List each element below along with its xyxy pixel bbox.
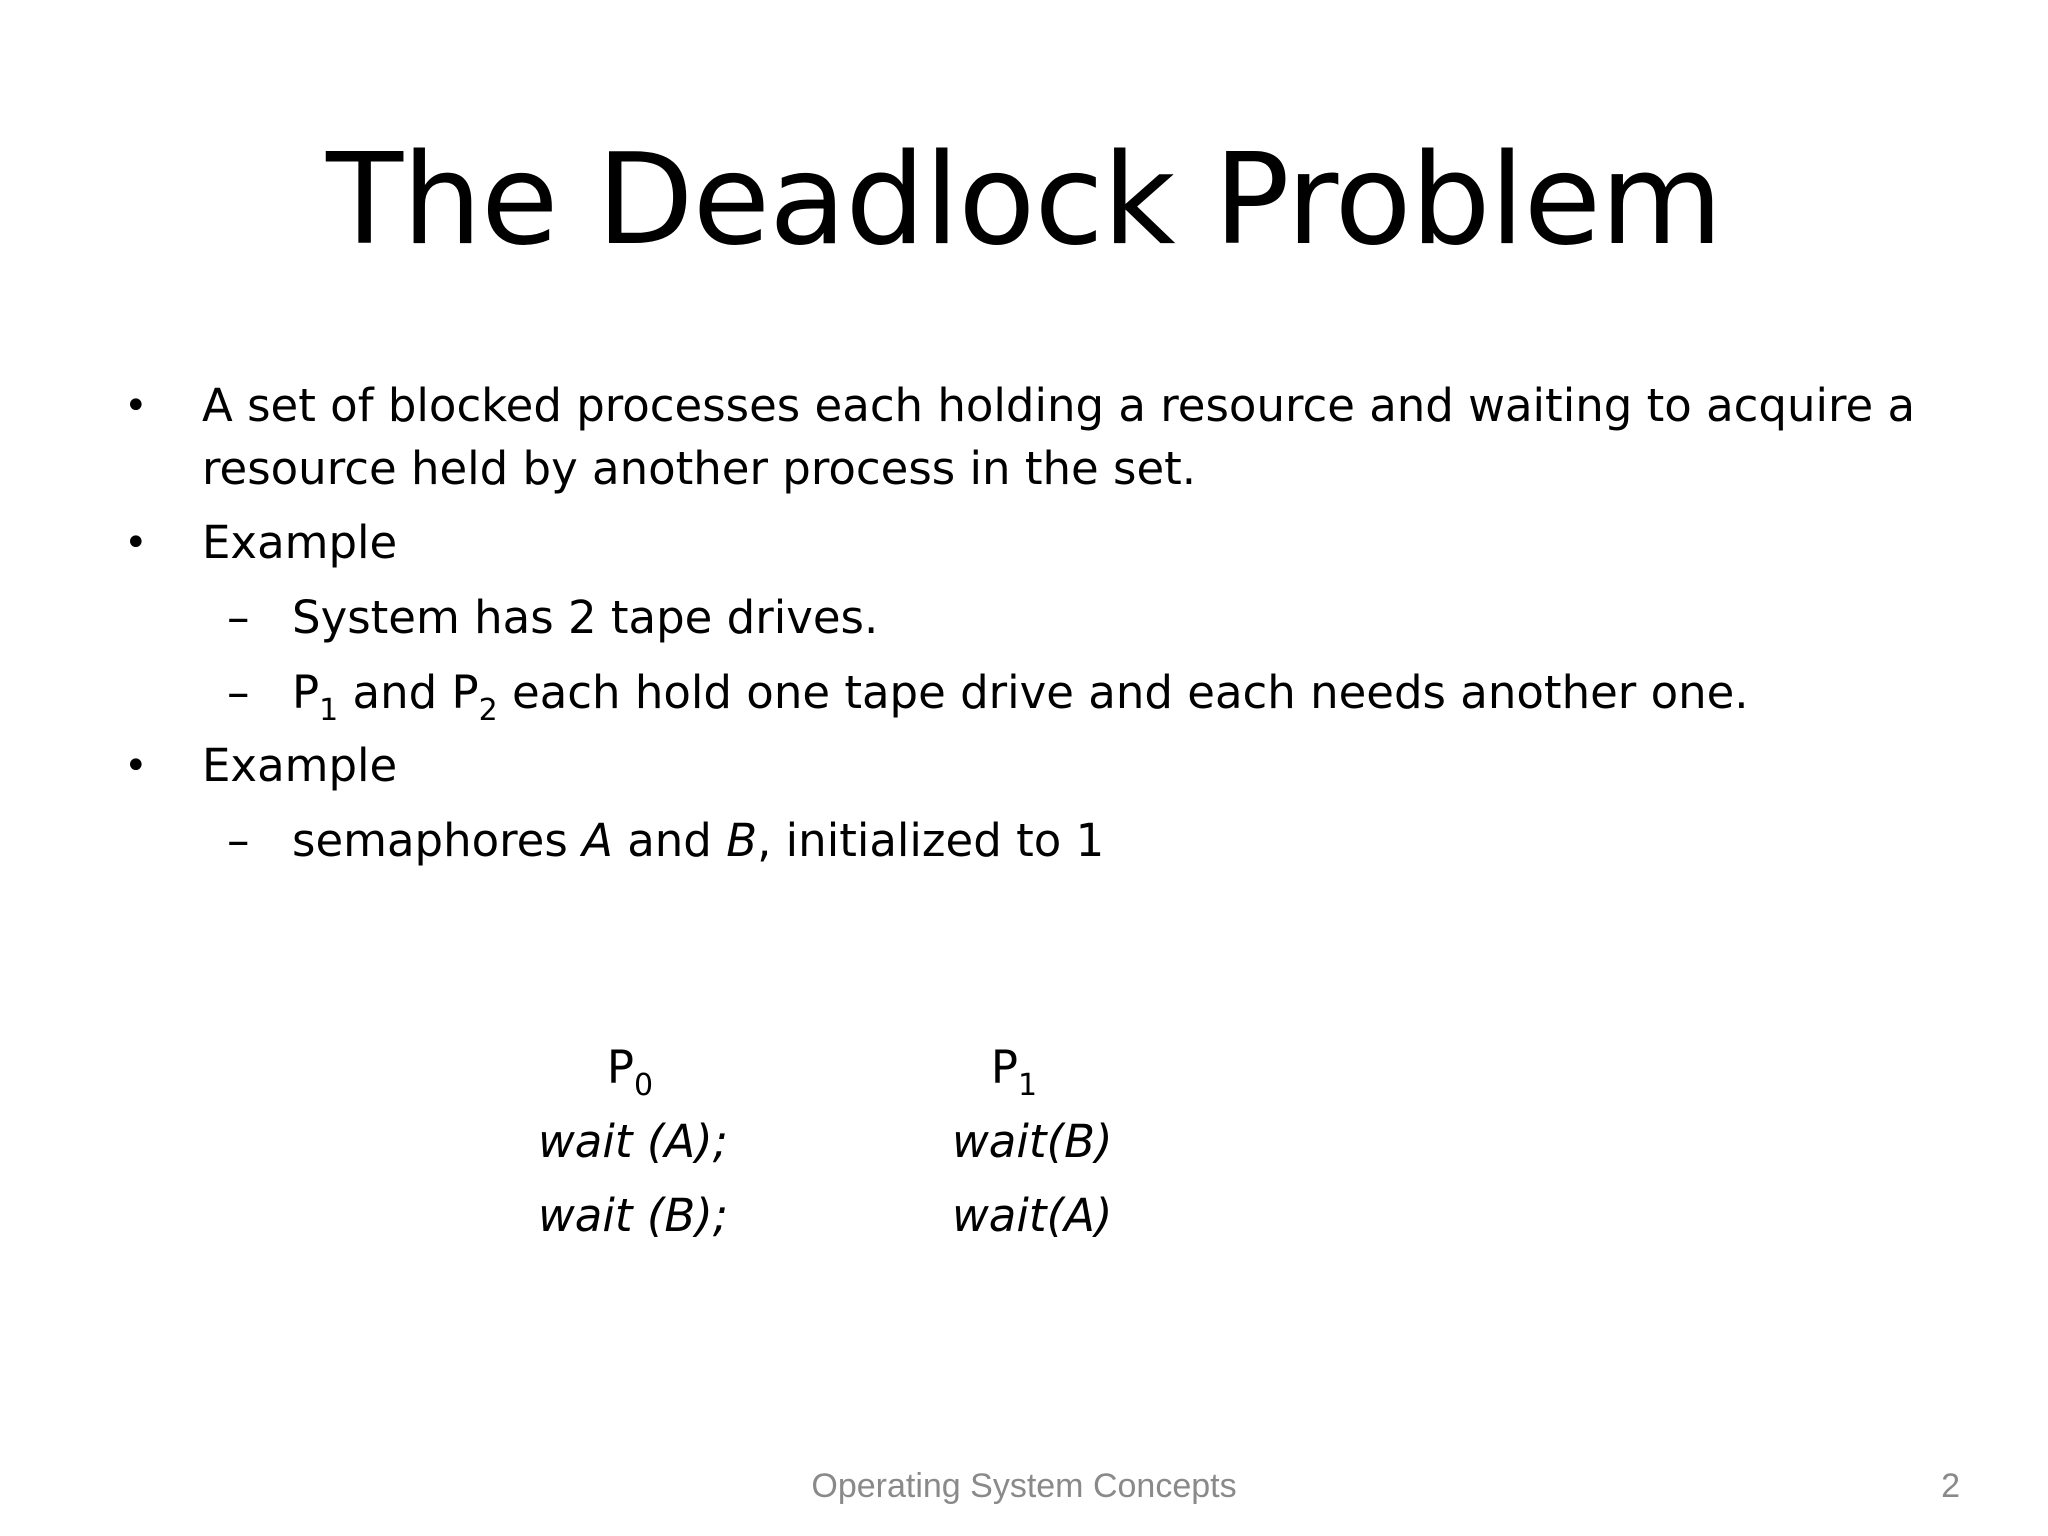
- process-p1-label: [864, 1038, 1164, 1103]
- initialized-text: , initialized to 1: [757, 814, 1105, 867]
- bullet-1-line-1: A set of blocked processes each holding a resource and waiting to acquire a: [202, 379, 1916, 432]
- footer-title: Operating System Concepts: [811, 1467, 1237, 1505]
- p1-letter: P: [990, 1041, 1019, 1094]
- bullet-2-sub-2: [292, 665, 1749, 728]
- bullet-3-sub-1: [292, 813, 1104, 869]
- bullet-2-text: Example: [202, 516, 398, 569]
- bullet-2-sub-1: System has 2 tape drives.: [292, 591, 879, 644]
- process-p0-label: [480, 1038, 780, 1103]
- process-p0-line-2: wait (B);: [538, 1189, 728, 1242]
- p1-subscript: 1: [1018, 1068, 1038, 1103]
- dash-marker: –: [227, 814, 250, 867]
- bullet-1-line-2: resource held by another process in the set.: [202, 442, 1197, 495]
- process-p0-line-1: wait (A);: [538, 1115, 728, 1168]
- bullet-marker: •: [124, 520, 148, 566]
- and-text: and: [612, 814, 727, 867]
- p1-subscript: 1: [319, 693, 339, 728]
- semaphore-b: B: [726, 814, 758, 867]
- p0-subscript: 0: [634, 1068, 654, 1103]
- process-p1-line-2: wait(A): [952, 1189, 1113, 1242]
- bullet-marker: •: [124, 383, 148, 429]
- slide-title: The Deadlock Problem: [326, 126, 1722, 273]
- and-p2-text: and P: [338, 666, 479, 719]
- dash-marker: –: [227, 666, 250, 719]
- bullet-3-text: Example: [202, 739, 398, 792]
- semaphore-a: A: [582, 814, 613, 867]
- process-p1-line-1: wait(B): [952, 1115, 1113, 1168]
- p1-letter: P: [292, 666, 320, 719]
- p0-letter: P: [606, 1041, 635, 1094]
- dash-marker: –: [227, 591, 250, 644]
- bullet-marker: •: [124, 743, 148, 789]
- semaphores-text: semaphores: [292, 814, 583, 867]
- p2-subscript: 2: [478, 693, 498, 728]
- page-number: 2: [1941, 1467, 1960, 1505]
- tape-drive-text: each hold one tape drive and each needs another one.: [497, 666, 1749, 719]
